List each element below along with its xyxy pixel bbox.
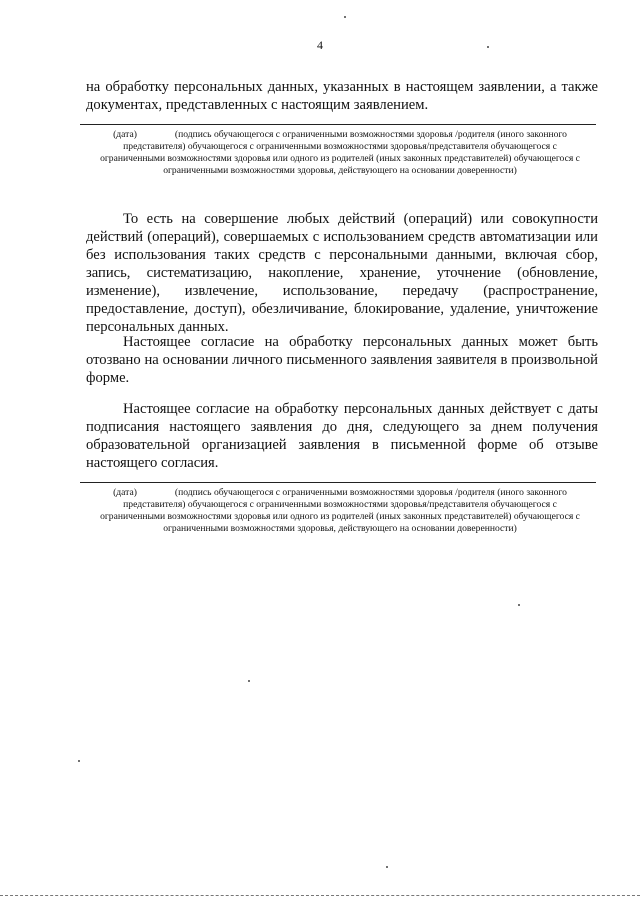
scan-edge [0, 895, 640, 896]
paragraph-consent-scope: То есть на совершение любых действий (операций) или совокупности действий (операций), совершаемых с использованием средств автоматизации или без использования таких средств с персональными данными, включая сбор, запись, систематизацию, накопление, хранение, уточнение (обновление, изменение), извлечение, использование, передачу (распространение, предоставление, доступ), обезличивание, блокирование, удаление, уничтожение персональных данных. [86, 211, 598, 335]
intro-paragraph: на обработку персональных данных, указанных в настоящем заявлении, а также документах, представленных с настоящим заявлением. [86, 79, 598, 113]
scan-speck [248, 680, 250, 682]
paragraph-consent-revocation: Настоящее согласие на обработку персональных данных может быть отозвано на основании личного письменного заявления заявителя в произвольной форме. [86, 334, 598, 386]
signature-caption [90, 129, 590, 177]
scan-speck [487, 46, 489, 48]
paragraph-consent-validity: Настоящее согласие на обработку персональных данных действует с даты подписания настоящего заявления до дня, следующего за днем получения образовательной организацией заявления в письменной форме об отзыве настоящего согласия. [86, 401, 598, 471]
scan-speck [518, 604, 520, 606]
date-label: (дата) [113, 487, 137, 498]
signature-caption [90, 487, 590, 535]
scan-speck [344, 16, 346, 18]
date-label: (дата) [113, 129, 137, 140]
scan-speck [78, 760, 80, 762]
signature-description: (подпись обучающегося с ограниченными возможностями здоровья /родителя (иного законного представителя) обучающегося с ограниченными возможностями здоровья/представителя обучающегося с ограниченными возможностями здоровья или одного из родителей (иных законных представителей) обучающегося с ограниченными возможностями здоровья, действующего на основании доверенности) [100, 129, 580, 176]
page-number: 4 [317, 38, 323, 52]
scan-speck [386, 866, 388, 868]
signature-description: (подпись обучающегося с ограниченными возможностями здоровья /родителя (иного законного представителя) обучающегося с ограниченными возможностями здоровья/представителя обучающегося с ограниченными возможностями здоровья или одного из родителей (иных законных представителей) обучающегося с ограниченными возможностями здоровья, действующего на основании доверенности) [100, 487, 580, 534]
signature-line [80, 482, 596, 483]
signature-line [80, 124, 596, 125]
